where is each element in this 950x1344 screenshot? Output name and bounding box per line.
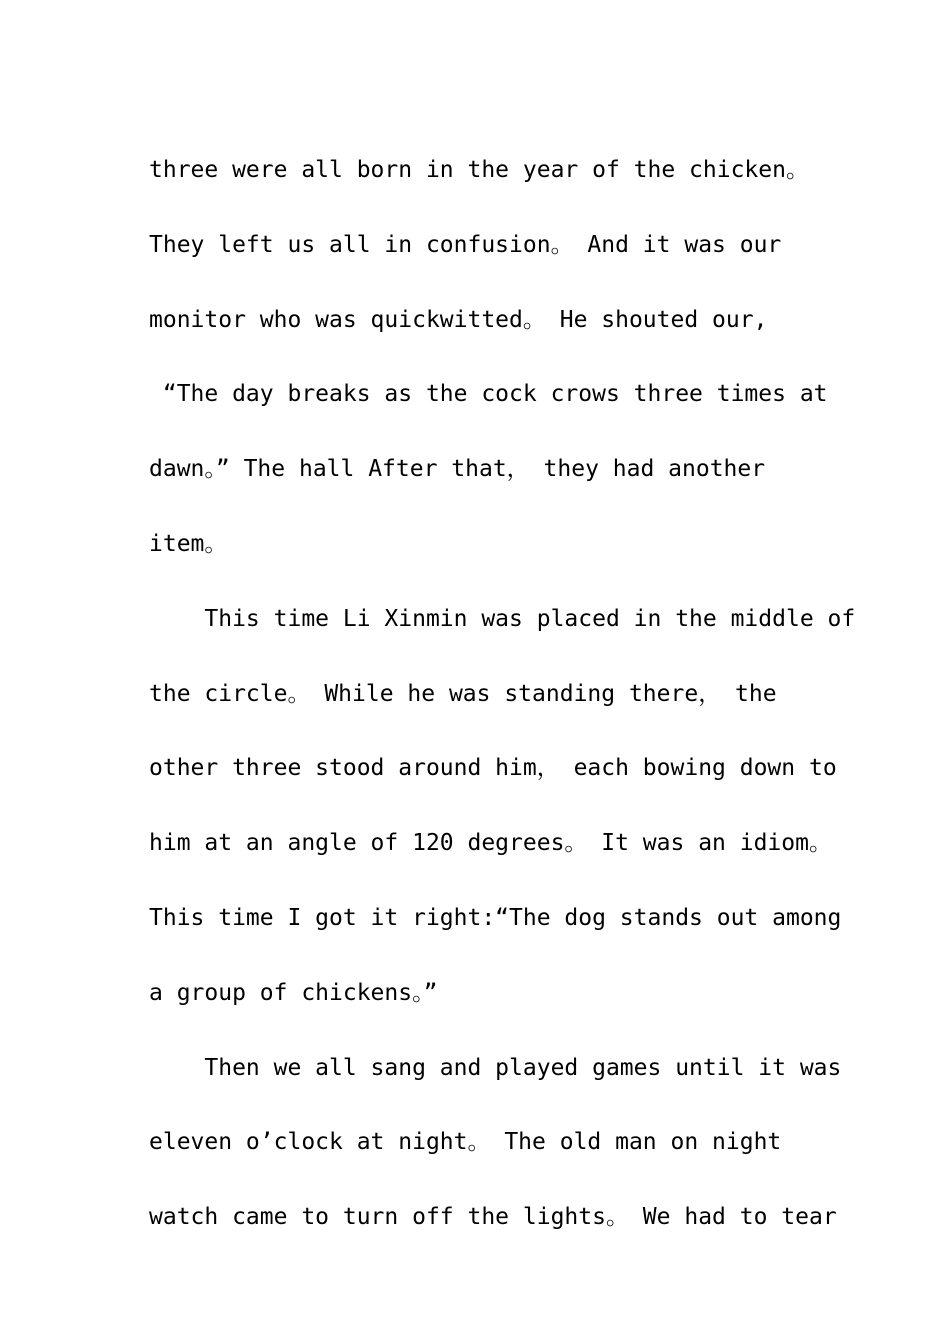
- text-line: Then we all sang and played games until it was: [149, 1054, 842, 1081]
- text-line: him at an angle of 120 degrees。 It was an idiom。: [149, 830, 832, 857]
- text-line: a group of chickens。”: [149, 979, 438, 1006]
- text-line: the circle。 While he was standing there， the: [149, 680, 777, 707]
- text-line: “The day breaks as the cock crows three times at: [149, 381, 828, 408]
- text-line: This time Li Xinmin was placed in the middle of: [149, 605, 856, 632]
- text-line: three were all born in the year of the chicken。: [149, 157, 809, 183]
- text-line: dawn。” The hall After that， they had another: [149, 456, 766, 483]
- text-line: This time I got it right:“The dog stands out among: [149, 904, 842, 931]
- document-body-text: [149, 133, 856, 1255]
- text-line: They left us all in confusion。 And it was our: [149, 231, 782, 258]
- text-line: eleven o’clock at night。 The old man on night: [149, 1129, 782, 1156]
- text-line: watch came to turn off the lights。 We had to tear: [149, 1204, 837, 1231]
- text-line: other three stood around him， each bowing down to: [149, 755, 837, 782]
- text-line: monitor who was quickwitted。 He shouted our,: [149, 306, 768, 333]
- text-line: item。: [149, 530, 228, 557]
